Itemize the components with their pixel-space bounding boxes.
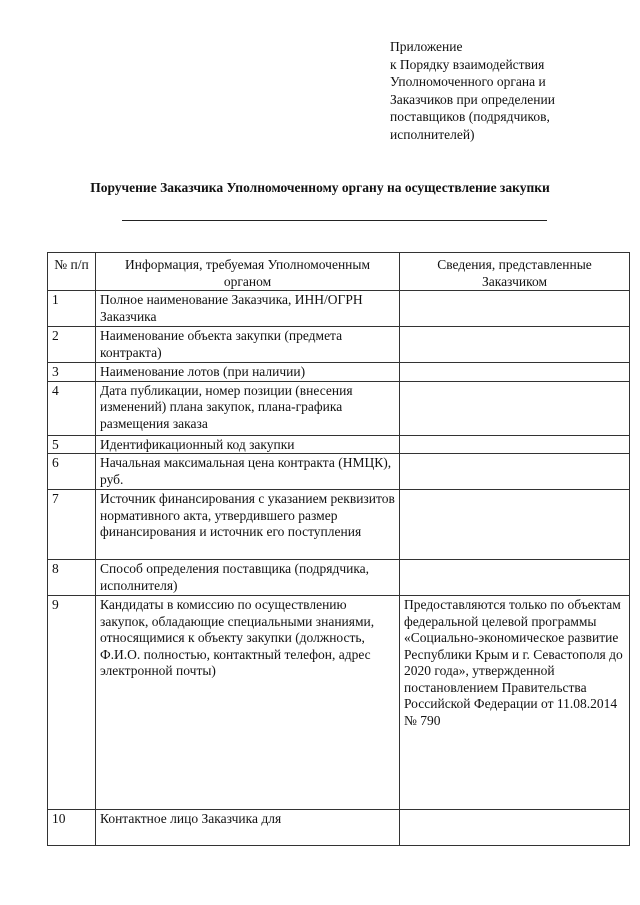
order-form-table bbox=[47, 252, 630, 846]
header-details: Сведения, представленные Заказчиком bbox=[400, 253, 630, 291]
appendix-line: исполнителей) bbox=[390, 126, 475, 142]
table-row bbox=[48, 560, 630, 596]
row-num: 5 bbox=[48, 435, 96, 454]
row-details bbox=[400, 327, 630, 363]
fill-in-line bbox=[122, 220, 547, 221]
row-details bbox=[400, 560, 630, 596]
row-info: Полное наименование Заказчика, ИНН/ОГРН Заказчика bbox=[96, 291, 400, 327]
row-details bbox=[400, 810, 630, 846]
row-info: Идентификационный код закупки bbox=[96, 435, 400, 454]
table-row bbox=[48, 291, 630, 327]
row-num: 7 bbox=[48, 490, 96, 560]
document-title: Поручение Заказчика Уполномоченному органу на осуществление закупки bbox=[90, 180, 550, 195]
row-info: Источник финансирования с указанием реквизитов нормативного акта, утвердившего размер финансирования и источник его поступления bbox=[96, 490, 400, 560]
row-num: 4 bbox=[48, 381, 96, 435]
row-details bbox=[400, 381, 630, 435]
table-row bbox=[48, 490, 630, 560]
header-num: № п/п bbox=[48, 253, 96, 291]
appendix-block bbox=[390, 38, 630, 143]
table-row bbox=[48, 810, 630, 846]
row-info: Дата публикации, номер позиции (внесения изменений) плана закупок, плана-графика размещения заказа bbox=[96, 381, 400, 435]
appendix-line: Уполномоченного органа и bbox=[390, 74, 546, 89]
table-row bbox=[48, 435, 630, 454]
row-num: 9 bbox=[48, 596, 96, 810]
row-details bbox=[400, 454, 630, 490]
appendix-line: поставщиков (подрядчиков, bbox=[390, 109, 550, 124]
appendix-line: Заказчиков при определении bbox=[390, 91, 555, 107]
table-row bbox=[48, 381, 630, 435]
table-header-row bbox=[48, 253, 630, 291]
row-info: Наименование лотов (при наличии) bbox=[96, 363, 400, 382]
row-details bbox=[400, 435, 630, 454]
row-num: 8 bbox=[48, 560, 96, 596]
row-info: Наименование объекта закупки (предмета контракта) bbox=[96, 327, 400, 363]
appendix-line: к Порядку взаимодействия bbox=[390, 56, 545, 72]
appendix-line: Приложение bbox=[390, 39, 463, 54]
table-row bbox=[48, 363, 630, 382]
row-details bbox=[400, 363, 630, 382]
row-details bbox=[400, 490, 630, 560]
row-info: Кандидаты в комиссию по осуществлению закупок, обладающие специальными знаниями, относящимися к объекту закупки (должность, Ф.И.О. полностью, контактный телефон, адрес электронной почты) bbox=[96, 596, 400, 810]
row-info: Способ определения поставщика (подрядчика, исполнителя) bbox=[96, 560, 400, 596]
table-row bbox=[48, 454, 630, 490]
row-num: 1 bbox=[48, 291, 96, 327]
row-num: 10 bbox=[48, 810, 96, 846]
row-details bbox=[400, 291, 630, 327]
row-info: Начальная максимальная цена контракта (НМЦК), руб. bbox=[96, 454, 400, 490]
header-info: Информация, требуемая Уполномоченным органом bbox=[96, 253, 400, 291]
row-details: Предоставляются только по объектам федеральной целевой программы «Социально-экономическое развитие Республики Крым и г. Севастополя до 2020 года», утвержденной постановлением Правительства Российской Федерации от 11.08.2014 № 790 bbox=[400, 596, 630, 810]
row-num: 3 bbox=[48, 363, 96, 382]
row-num: 2 bbox=[48, 327, 96, 363]
row-num: 6 bbox=[48, 454, 96, 490]
row-info: Контактное лицо Заказчика для bbox=[96, 810, 400, 846]
table-row bbox=[48, 327, 630, 363]
table-row bbox=[48, 596, 630, 810]
